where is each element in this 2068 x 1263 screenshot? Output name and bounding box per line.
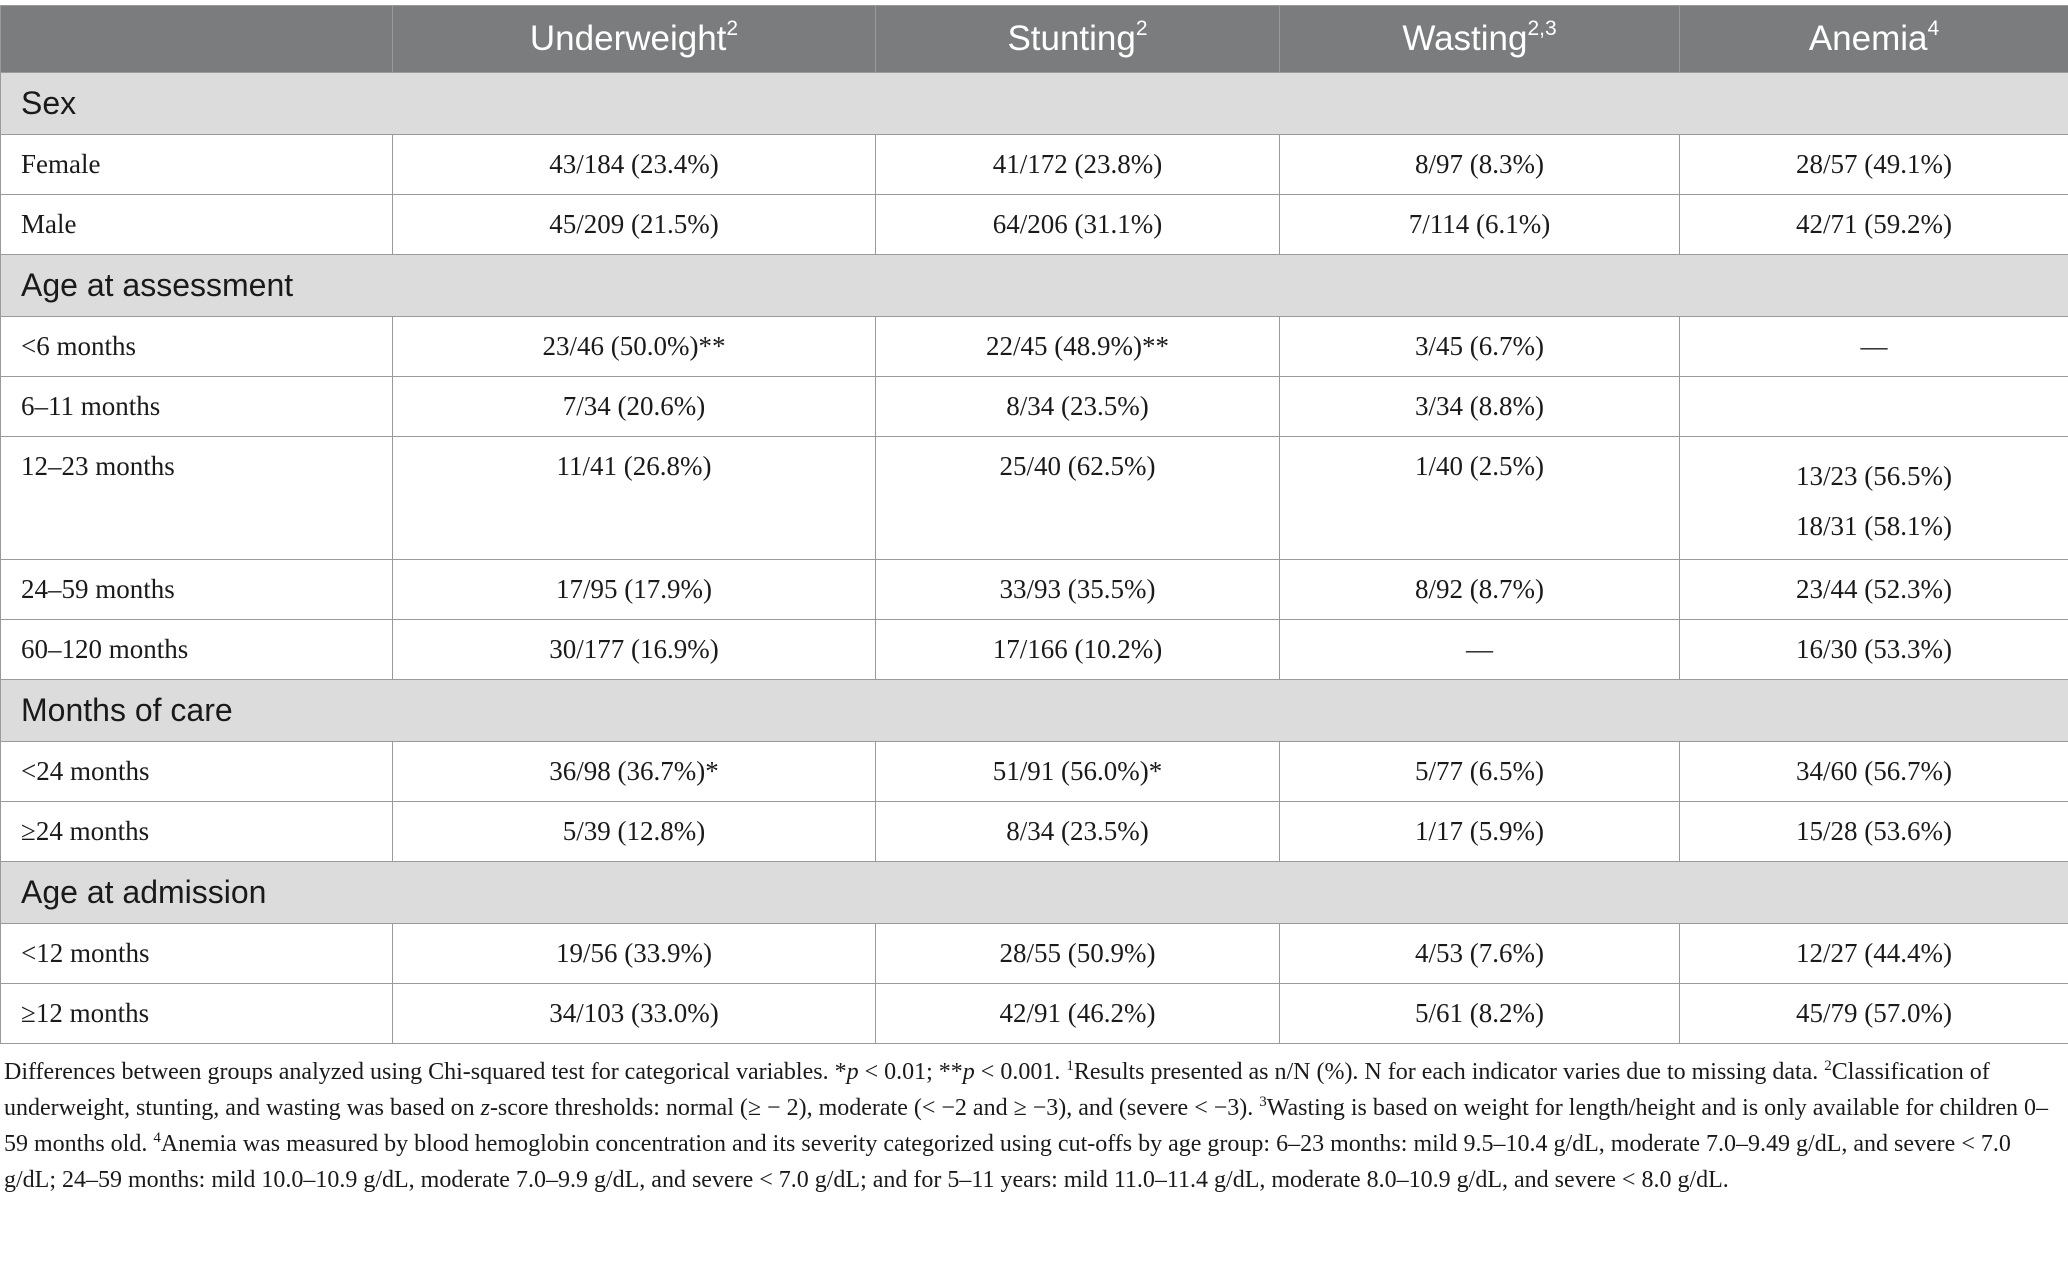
- cell-wasting: 8/92 (8.7%): [1280, 560, 1680, 620]
- cell-underweight: 19/56 (33.9%): [393, 924, 876, 984]
- cell-wasting: 3/34 (8.8%): [1280, 377, 1680, 437]
- cell-wasting: 5/61 (8.2%): [1280, 984, 1680, 1044]
- cell-stunting: 28/55 (50.9%): [876, 924, 1280, 984]
- cell-underweight: 11/41 (26.8%): [393, 437, 876, 560]
- cell-stunting: 33/93 (35.5%): [876, 560, 1280, 620]
- cell-underweight: 7/34 (20.6%): [393, 377, 876, 437]
- cell-wasting: ––: [1280, 620, 1680, 680]
- row-label: <6 months: [1, 317, 393, 377]
- section-row-age-at-admission: [1, 862, 2068, 924]
- table-row: [1, 984, 2068, 1044]
- row-label: ≥12 months: [1, 984, 393, 1044]
- results-table: [0, 5, 2068, 1044]
- table-row: [1, 924, 2068, 984]
- cell-anemia: —: [1680, 317, 2068, 377]
- cell-anemia: 28/57 (49.1%): [1680, 135, 2068, 195]
- cell-stunting: 64/206 (31.1%): [876, 195, 1280, 255]
- cell-anemia: 45/79 (57.0%): [1680, 984, 2068, 1044]
- section-title: Sex: [1, 73, 2068, 135]
- table-footnote: Differences between groups analyzed using Chi-squared test for categorical variables. *p < 0.01; **p < 0.001. $^1$Results presented as n/N (%). N for each indicator varies due to missing data. $^2$Classification of underweight, stunting, and wasting was based on z-score thresholds: normal (≥ − 2), moderate (< −2 and ≥ −3), and (severe < −3). $^3$Wasting is based on weight for length/height and is only available for children 0–59 months old. $^4$Anemia was measured by blood hemoglobin concentration and its severity categorized using cut-offs by age group: 6–23 months: mild 9.5–10.4 g/dL, moderate 7.0–9.49 g/dL, and severe < 7.0 g/dL; 24–59 months: mild 10.0–10.9 g/dL, moderate 7.0–9.9 g/dL, and severe < 7.0 g/dL; and for 5–11 years: mild 11.0–11.4 g/dL, moderate 8.0–10.9 g/dL, and severe < 8.0 g/dL.: [4, 1058, 2048, 1193]
- cell-stunting: 51/91 (56.0%)*: [876, 742, 1280, 802]
- cell-stunting: 42/91 (46.2%): [876, 984, 1280, 1044]
- cell-underweight: 5/39 (12.8%): [393, 802, 876, 862]
- results-table-container: [0, 5, 2068, 1198]
- table-row: [1, 377, 2068, 437]
- table-row: [1, 317, 2068, 377]
- cell-stunting: 41/172 (23.8%): [876, 135, 1280, 195]
- cell-anemia: [1680, 437, 2068, 560]
- row-label: 12–23 months: [1, 437, 393, 560]
- cell-underweight: 43/184 (23.4%): [393, 135, 876, 195]
- row-label: 60–120 months: [1, 620, 393, 680]
- cell-anemia: 15/28 (53.6%): [1680, 802, 2068, 862]
- row-label: ≥24 months: [1, 802, 393, 862]
- header-anemia: Anemia$^4$: [1680, 6, 2068, 73]
- cell-stunting: 25/40 (62.5%): [876, 437, 1280, 560]
- cell-anemia: [1680, 377, 2068, 437]
- table-row: [1, 437, 2068, 560]
- row-label: 6–11 months: [1, 377, 393, 437]
- table-row: [1, 802, 2068, 862]
- row-label: 24–59 months: [1, 560, 393, 620]
- cell-underweight: 17/95 (17.9%): [393, 560, 876, 620]
- row-label: <24 months: [1, 742, 393, 802]
- cell-underweight: 36/98 (36.7%)*: [393, 742, 876, 802]
- section-row-age-at-assessment: [1, 255, 2068, 317]
- cell-underweight: 34/103 (33.0%): [393, 984, 876, 1044]
- cell-wasting: 5/77 (6.5%): [1280, 742, 1680, 802]
- cell-wasting: 8/97 (8.3%): [1280, 135, 1680, 195]
- cell-anemia: 42/71 (59.2%): [1680, 195, 2068, 255]
- header-wasting: Wasting$^{2,3}$: [1280, 6, 1680, 73]
- header-underweight: Underweight$^2$: [393, 6, 876, 73]
- row-label: Female: [1, 135, 393, 195]
- row-label: <12 months: [1, 924, 393, 984]
- cell-underweight: 45/209 (21.5%): [393, 195, 876, 255]
- table-row: [1, 620, 2068, 680]
- cell-wasting: 7/114 (6.1%): [1280, 195, 1680, 255]
- cell-stunting: 22/45 (48.9%)**: [876, 317, 1280, 377]
- cell-anemia: 34/60 (56.7%): [1680, 742, 2068, 802]
- section-row-months-of-care: [1, 680, 2068, 742]
- table-row: [1, 135, 2068, 195]
- cell-wasting: 1/40 (2.5%): [1280, 437, 1680, 560]
- table-row: [1, 195, 2068, 255]
- header-empty: [1, 6, 393, 73]
- section-row-sex: [1, 73, 2068, 135]
- cell-anemia-value: 13/23 (56.5%): [1796, 461, 1952, 491]
- cell-anemia: 23/44 (52.3%): [1680, 560, 2068, 620]
- cell-wasting: 1/17 (5.9%): [1280, 802, 1680, 862]
- cell-underweight: 23/46 (50.0%)**: [393, 317, 876, 377]
- cell-anemia: 16/30 (53.3%): [1680, 620, 2068, 680]
- table-row: [1, 742, 2068, 802]
- header-row: [1, 6, 2068, 73]
- cell-anemia: 12/27 (44.4%): [1680, 924, 2068, 984]
- cell-wasting: 4/53 (7.6%): [1280, 924, 1680, 984]
- cell-stunting: 8/34 (23.5%): [876, 377, 1280, 437]
- section-title: Age at assessment: [1, 255, 2068, 317]
- cell-stunting: 17/166 (10.2%): [876, 620, 1280, 680]
- section-title: Months of care: [1, 680, 2068, 742]
- section-title: Age at admission: [1, 862, 2068, 924]
- row-label: Male: [1, 195, 393, 255]
- cell-underweight: 30/177 (16.9%): [393, 620, 876, 680]
- cell-stunting: 8/34 (23.5%): [876, 802, 1280, 862]
- header-stunting: Stunting$^2$: [876, 6, 1280, 73]
- table-row: [1, 560, 2068, 620]
- cell-anemia-extra-value: 18/31 (58.1%): [1796, 511, 1952, 541]
- cell-wasting: 3/45 (6.7%): [1280, 317, 1680, 377]
